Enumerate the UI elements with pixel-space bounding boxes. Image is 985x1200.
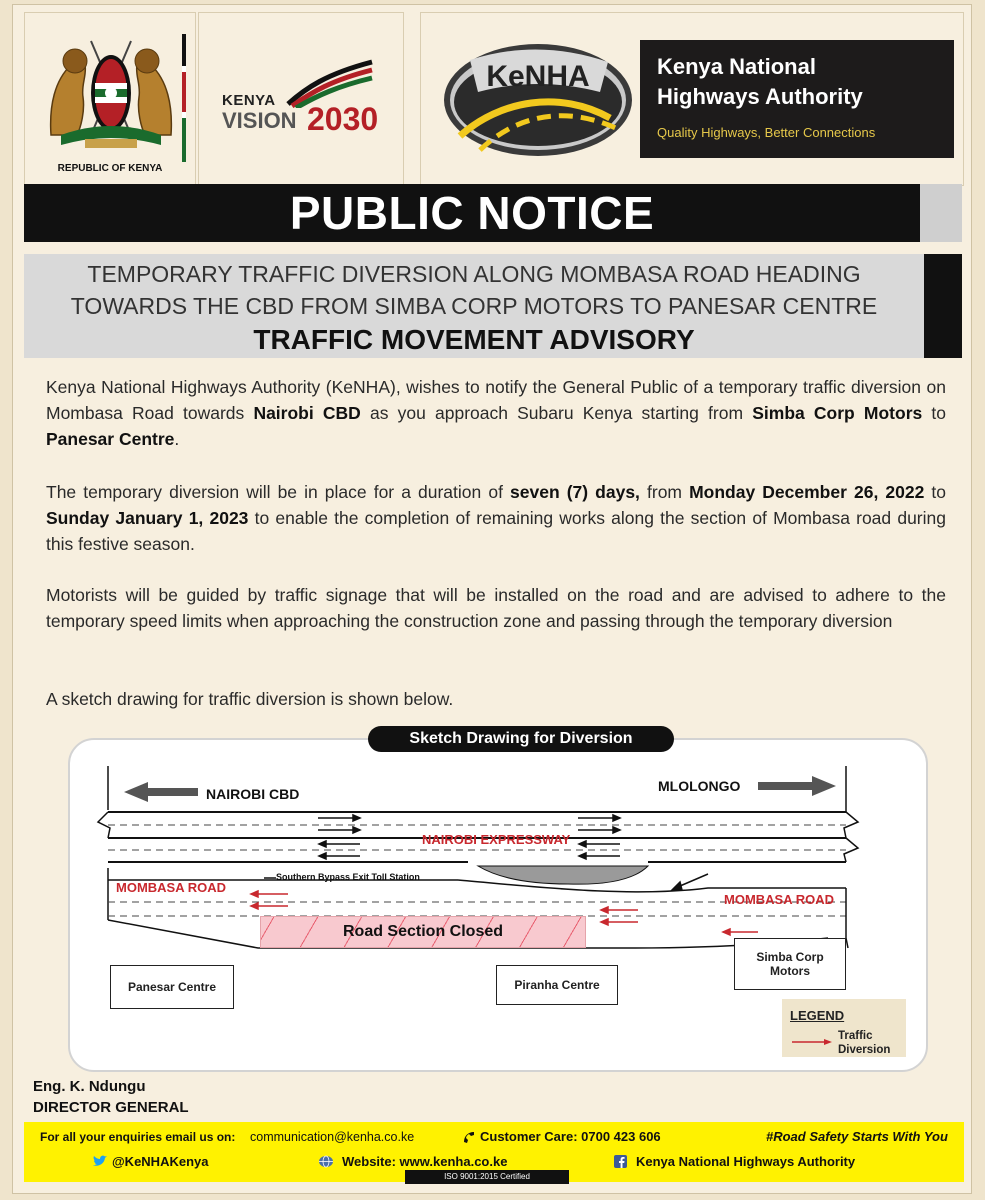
email-link[interactable]: communication@kenha.co.ke: [250, 1130, 415, 1144]
piranha-centre-box: Piranha Centre: [496, 965, 618, 1005]
kenha-name: [657, 52, 863, 112]
mombasa-road-right-label: MOMBASA ROAD: [724, 892, 835, 907]
simba-corp-box: Simba Corp Motors: [734, 938, 846, 990]
expressway-label: NAIROBI EXPRESSWAY: [422, 832, 571, 847]
subtitle-line2: TOWARDS THE CBD FROM SIMBA CORP MOTORS TO PANESAR CENTRE: [70, 293, 878, 319]
legend-item-label: Traffic Diversion: [838, 1030, 891, 1056]
kenya-flag-stripe-icon: [182, 34, 186, 162]
subtitle-line1: TEMPORARY TRAFFIC DIVERSION ALONG MOMBASA ROAD HEADING: [87, 261, 861, 287]
legend-title: LEGEND: [790, 1008, 845, 1023]
kenha-name-line1: Kenya National: [657, 54, 816, 79]
sketch-title: Sketch Drawing for Diversion: [368, 726, 674, 752]
facebook-page[interactable]: Kenya National Highways Authority: [636, 1154, 856, 1169]
phone-icon: [462, 1130, 476, 1144]
mombasa-road-left-label: MOMBASA ROAD: [116, 880, 227, 895]
republic-of-kenya-label: REPUBLIC OF KENYA: [57, 163, 163, 174]
globe-icon: [318, 1155, 334, 1168]
hashtag: #Road Safety Starts With You: [766, 1129, 948, 1144]
vision-kenya-text: KENYA: [222, 92, 276, 109]
road-section-closed: Road Section Closed: [260, 916, 586, 948]
paragraph-3: Motorists will be guided by traffic signage that will be installed on the road and are advised to adhere to the temporary speed limits when approaching the construction zone and passing through the temporary diversion: [46, 585, 946, 631]
paragraph-1: Kenya National Highways Authority (KeNHA), wishes to notify the General Public of a temporary traffic diversion on Mombasa Road towards Nairobi CBD as you approach Subaru Kenya starting from Simba Corp Motors to Panesar Centre.: [46, 377, 946, 449]
twitter-icon: [92, 1155, 108, 1168]
iso-badge: ISO 9001:2015 Certified: [405, 1170, 569, 1184]
toll-station-label: Southern Bypass Exit Toll Station: [276, 872, 420, 882]
kenha-logo-text: KeNHA: [486, 60, 590, 93]
paragraph-2: The temporary diversion will be in place for a duration of seven (7) days, from Monday December 26, 2022 to Sunday January 1, 2023 to enable the completion of remaining works along the section of Mombasa road during this festive season.: [46, 482, 946, 554]
legend: [782, 999, 906, 1057]
heading-side-block: [920, 184, 962, 242]
coat-of-arms-panel: [24, 12, 196, 186]
paragraph-4: A sketch drawing for traffic diversion is shown below.: [46, 689, 454, 709]
kenha-tagline: Quality Highways, Better Connections: [657, 125, 876, 140]
notice-subtitle: [24, 258, 924, 322]
signatory-name: Eng. K. Ndungu: [33, 1078, 146, 1095]
customer-care: Customer Care: 0700 423 606: [480, 1129, 661, 1144]
signatory-title: DIRECTOR GENERAL: [33, 1099, 189, 1116]
advisory-heading: TRAFFIC MOVEMENT ADVISORY: [253, 324, 695, 355]
panesar-centre-box: Panesar Centre: [110, 965, 234, 1009]
facebook-icon: [614, 1155, 627, 1168]
mlolongo-label: MLOLONGO: [658, 778, 741, 794]
coat-of-arms-icon: [41, 35, 181, 153]
kenha-logo-icon: [440, 40, 636, 160]
vision-year-text: 2030: [307, 101, 379, 137]
nairobi-cbd-label: NAIROBI CBD: [206, 786, 300, 802]
twitter-handle[interactable]: @KeNHAKenya: [112, 1154, 209, 1169]
kenha-name-line2: Highways Authority: [657, 84, 863, 109]
public-notice-heading: PUBLIC NOTICE: [24, 184, 920, 242]
vision-vision-text: VISION: [222, 108, 297, 133]
red-arrow-icon: [790, 1037, 834, 1047]
subtitle-side-block: [924, 254, 962, 358]
email-label: For all your enquiries email us on:: [40, 1130, 236, 1144]
website-link[interactable]: Website: www.kenha.co.ke: [342, 1154, 508, 1169]
